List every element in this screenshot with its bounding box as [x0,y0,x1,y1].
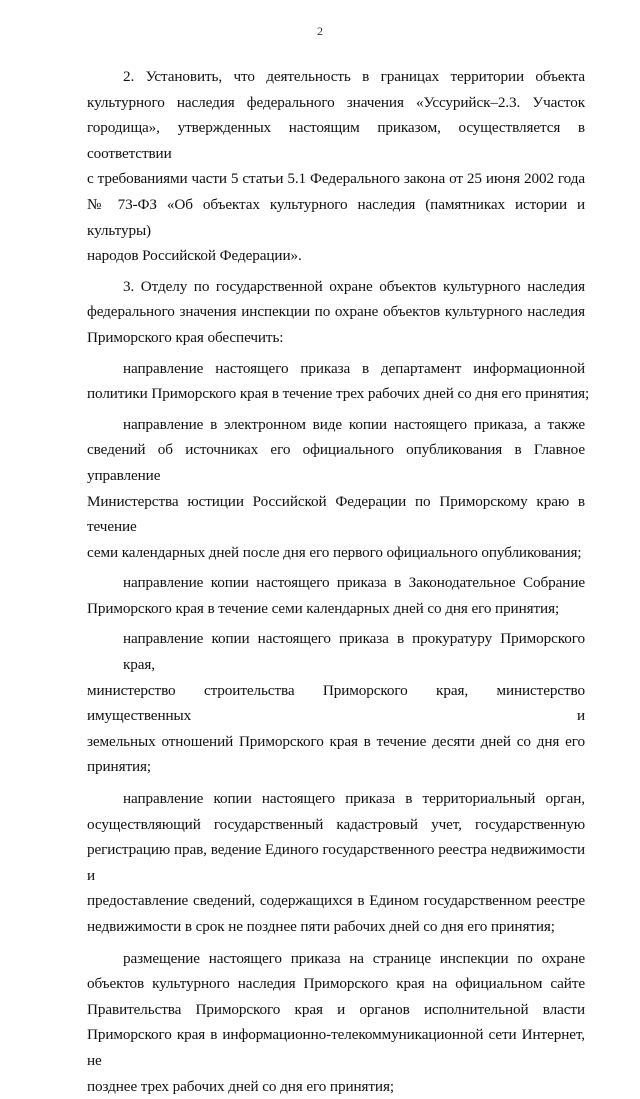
document-body [87,64,590,1099]
text-line: осуществляющий государственный кадастровый учет, государственную [87,815,585,833]
paragraph-item-3 [87,274,585,351]
text-line: 3. Отделу по государственной охране объектов культурного наследия [123,277,585,295]
text-line: Министерства юстиции Российской Федерации по Приморскому краю в течение [87,492,585,536]
text-line: направление в электронном виде копии настоящего приказа, а также [123,415,585,433]
text-line: № 73-ФЗ «Об объектах культурного наследия (памятниках истории и культуры) [87,195,585,239]
paragraph-item-2 [87,64,585,269]
text-line: Приморского края в течение семи календарных дней со дня его принятия; [87,599,560,617]
text-line: позднее трех рабочих дней со дня его принятия; [87,1077,394,1095]
text-line: сведений об источниках его официального опубликования в Главное управление [87,441,585,484]
paragraph-duty-4 [87,626,585,780]
paragraph-duty-6 [87,946,585,1099]
page-number: 2 [317,24,323,38]
text-line: с требованиями части 5 статьи 5.1 Федерального закона от 25 июня 2002 года [87,170,585,188]
text-line: направление настоящего приказа в департамент информационной [123,359,585,377]
text-line: объектов культурного наследия Приморского края на официальном сайте [87,975,585,993]
text-line: направление копии настоящего приказа в Законодательное Собрание [123,574,585,592]
paragraph-duty-1 [87,356,590,407]
paragraph-duty-5 [87,786,585,940]
text-line: семи календарных дней после дня его первого официального опубликования; [87,543,582,561]
text-line: политики Приморского края в течение трех рабочих дней со дня его принятия; [87,385,590,403]
text-line: народов Российской Федерации». [87,247,302,265]
paragraph-duty-2 [87,412,585,566]
text-line: регистрацию прав, ведение Единого государственного реестра недвижимости и [87,841,585,884]
text-line: недвижимости в срок не позднее пяти рабочих дней со дня его принятия; [87,918,555,935]
text-line: земельных отношений Приморского края в течение десяти дней со дня его [87,732,585,750]
text-line: 2. Установить, что деятельность в границах территории объекта [123,68,585,85]
text-line: Приморского края обеспечить: [87,328,284,346]
text-line: Приморского края в информационно-телекоммуникационной сети Интернет, не [87,1026,585,1069]
text-line: направление копии настоящего приказа в территориальный орган, [123,790,585,808]
text-line: принятия; [87,758,152,776]
text-line: городища», утвержденных настоящим приказом, осуществляется в соответствии [87,119,585,162]
text-line: федерального значения инспекции по охране объектов культурного наследия [87,303,585,321]
text-line: Правительства Приморского края и органов исполнительной власти [87,1000,585,1018]
text-line: министерство строительства Приморского края, министерство имущественных и [87,681,585,725]
paragraph-duty-3 [87,570,585,621]
text-line: размещение настоящего приказа на странице инспекции по охране [123,949,585,967]
text-line: культурного наследия федерального значения «Уссурийск–2.3. Участок [87,93,585,111]
text-line: направление копии настоящего приказа в прокуратуру Приморского края, [123,630,585,674]
text-line: предоставление сведений, содержащихся в Едином государственном реестре [87,892,585,910]
